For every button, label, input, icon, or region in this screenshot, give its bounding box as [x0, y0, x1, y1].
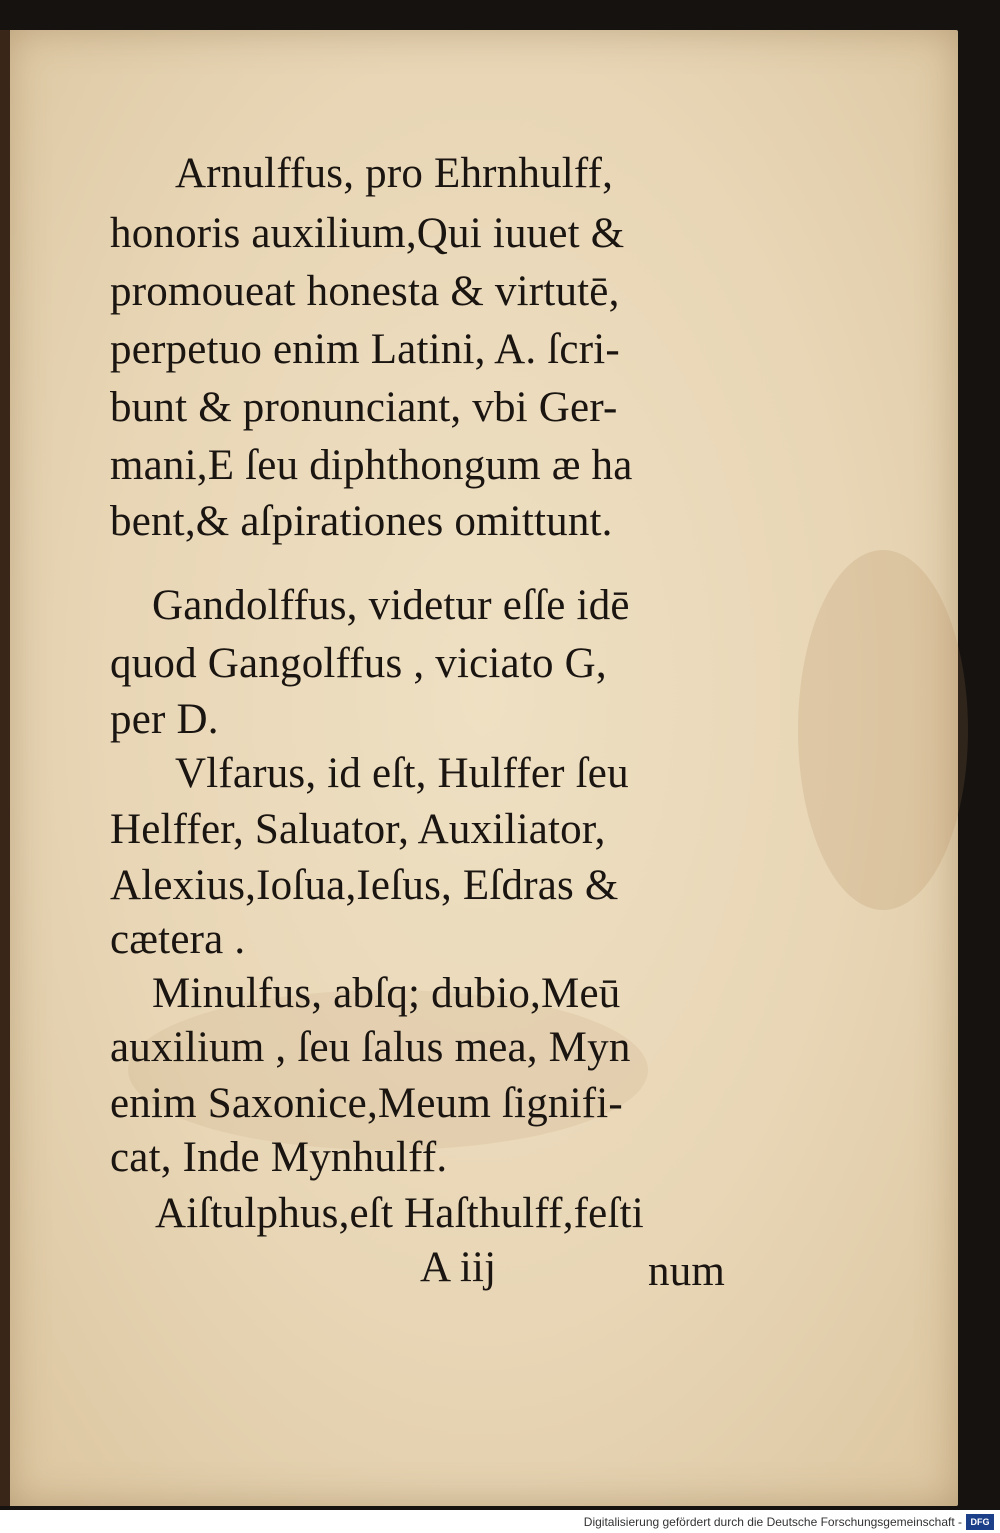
text-line: promoueat honesta & virtutē, — [110, 268, 620, 315]
text-line: mani,E ſeu diphthongum æ ha — [110, 442, 633, 489]
text-line: per D. — [110, 696, 219, 743]
text-line: quod Gangolffus , viciato G, — [110, 640, 607, 687]
text-line: Gandolffus, videtur eſſe idē — [152, 582, 630, 629]
binding-edge — [0, 30, 10, 1506]
text-line: perpetuo enim Latini, A. ſcri- — [110, 326, 620, 373]
text-line: enim Saxonice,Meum ſignifi- — [110, 1080, 623, 1127]
text-line: Minulfus, abſq; dubio,Meū — [152, 970, 621, 1017]
water-stain — [798, 550, 968, 910]
text-line: cat, Inde Mynhulff. — [110, 1134, 448, 1181]
text-line: bunt & pronunciant, vbi Ger- — [110, 384, 618, 431]
text-line: Aiſtulphus,eſt Haſthulff,feſti — [155, 1190, 644, 1237]
text-line: Helffer, Saluator, Auxiliator, — [110, 806, 606, 853]
dfg-logo: DFG — [966, 1514, 994, 1530]
text-line: Arnulffus, pro Ehrnhulff, — [175, 150, 614, 197]
text-line: bent,& aſpirationes omittunt. — [110, 498, 613, 545]
page-signature: A iij — [420, 1244, 497, 1291]
catchword: num — [648, 1248, 726, 1295]
text-line: honoris auxilium,Qui iuuet & — [110, 210, 625, 257]
text-line: Alexius,Ioſua,Ieſus, Eſdras & — [110, 862, 619, 909]
text-line: cætera . — [110, 916, 246, 963]
funding-notice: Digitalisierung gefördert durch die Deutsche Forschungsgemeinschaft - — [583, 1515, 962, 1529]
text-line: Vlfarus, id eſt, Hulffer ſeu — [175, 750, 629, 797]
text-line: auxilium , ſeu ſalus mea, Myn — [110, 1024, 631, 1071]
footer-bar — [0, 1512, 1000, 1533]
